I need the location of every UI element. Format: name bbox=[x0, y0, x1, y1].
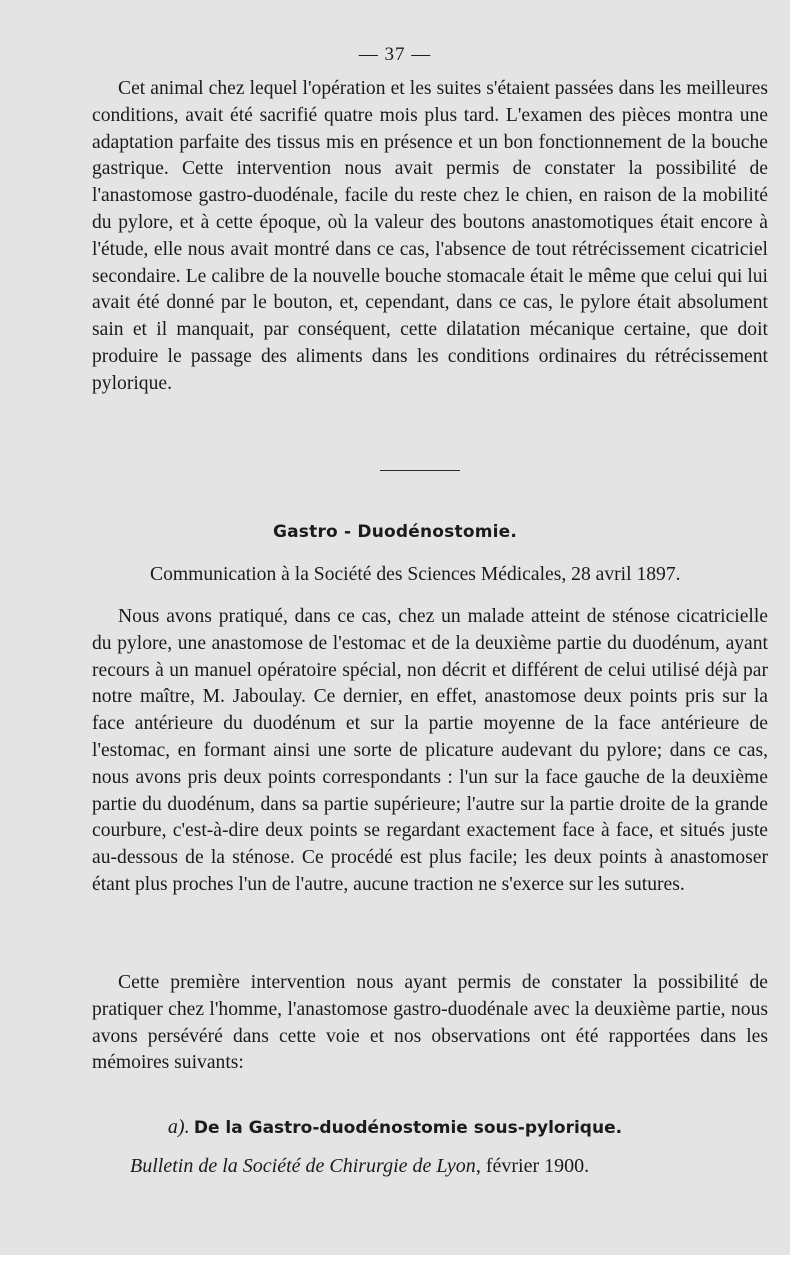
reference-title bbox=[0, 1116, 790, 1139]
reference-citation bbox=[130, 1155, 770, 1178]
reference-journal: Bulletin de la Société de Chirurgie de Lyon bbox=[130, 1155, 476, 1177]
paragraph-animal-experiment: Cet animal chez lequel l'opération et les suites s'étaient passées dans les meilleures conditions, avait été sacrifié quatre mois plus tard. L'examen des pièces montra une adaptation parfaite des tissus mis en présence et un bon fonctionnement de la bouche gastrique. Cette intervention nous avait permis de constater la possibilité de l'anastomose gastro-duodénale, facile du reste chez le chien, en raison de la mobilité du pylore, et à cette époque, où la valeur des boutons anastomotiques était encore à l'étude, elle nous avait montré dans ce cas, l'absence de tout rétrécissement cicatriciel secondaire. Le calibre de la nouvelle bouche stomacale était le même que celui qui lui avait été donné par le bouton, et, cependant, dans ce cas, le pylore était absolument sain et il manquait, par conséquent, cette dilatation mécanique certaine, que doit produire le passage des aliments dans les conditions ordinaires du rétrécissement pylorique. bbox=[92, 78, 768, 394]
page-number: — 37 — bbox=[358, 44, 432, 65]
reference-date: , février 1900. bbox=[475, 1155, 590, 1177]
reference-heading: De la Gastro-duodénostomie sous-pylorique. bbox=[193, 1118, 623, 1138]
section-title: Gastro - Duodénostomie. bbox=[272, 522, 518, 542]
section-divider bbox=[380, 470, 460, 471]
paragraph-surgical-procedure: Nous avons pratiqué, dans ce cas, chez un malade atteint de sténose cicatricielle du pylore, une anastomose de l'estomac et de la deuxième partie du duodénum, ayant recours à un manuel opératoire spécial, non décrit et différent de celui utilisé déjà par notre maître, M. Jaboulay. Ce dernier, en effet, anastomose deux points pris sur la face antérieure du duodénum et sur la partie moyenne de la face antérieure de l'estomac, en formant ainsi une sorte de plicature audevant du pylore; dans ce cas, nous avons pris deux points correspondants : l'un sur la face gauche de la deuxième partie du duodénum, dans sa partie supérieure; l'autre sur la partie droite de la grande courbure, c'est-à-dire deux points se regardant exactement face à face, et situés juste au-dessous de la sténose. Ce procédé est plus facile; les deux points à anastomoser étant plus proches l'un de l'autre, aucune traction ne s'exerce sur les sutures. bbox=[92, 606, 768, 895]
paragraph-further-observations: Cette première intervention nous ayant permis de constater la possibilité de pratiquer chez l'homme, l'anastomose gastro-duodénale avec la deuxième partie, nous avons persévéré dans cette voie et nos observations ont été rapportées dans les mémoires suivants: bbox=[92, 972, 768, 1074]
communication-line: Communication à la Société des Sciences Médicales, 28 avril 1897. bbox=[150, 564, 681, 585]
reference-letter: a). bbox=[167, 1116, 190, 1138]
